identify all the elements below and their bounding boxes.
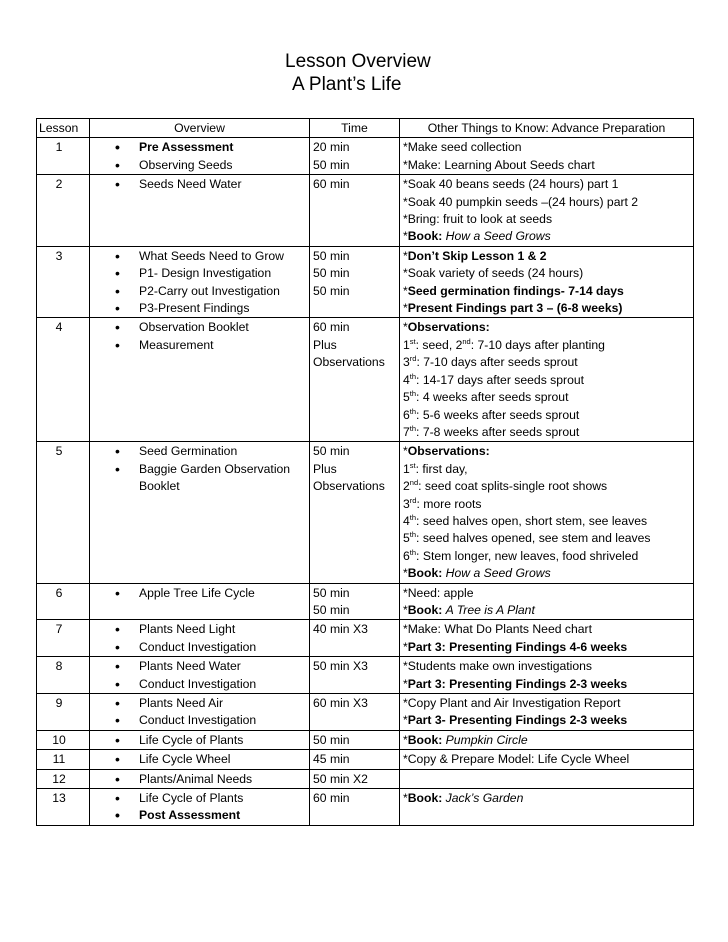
note-text: * bbox=[403, 444, 408, 459]
time-value: 45 min bbox=[313, 752, 350, 767]
table-row bbox=[37, 318, 694, 442]
time-value: 60 min X3 bbox=[313, 696, 368, 710]
note-text: 6 bbox=[403, 548, 410, 563]
lesson-number: 2 bbox=[37, 175, 90, 247]
note-line bbox=[403, 337, 690, 354]
title-line-1: Lesson Overview bbox=[285, 51, 431, 72]
note-line bbox=[403, 548, 690, 565]
table-row bbox=[37, 175, 694, 247]
note-text: 7 bbox=[403, 424, 410, 439]
note-line bbox=[403, 443, 690, 460]
empty-notes bbox=[403, 771, 690, 788]
overview-cell bbox=[90, 769, 310, 788]
note-text: rd bbox=[409, 354, 417, 364]
note-line bbox=[403, 695, 690, 712]
note-text: : 4 weeks after seeds sprout bbox=[416, 390, 569, 405]
note-line bbox=[403, 248, 690, 265]
table-row bbox=[37, 657, 694, 694]
notes-cell bbox=[400, 620, 694, 657]
overview-item: • Apple Tree Life Cycle bbox=[93, 585, 306, 602]
overview-item: • Life Cycle of Plants bbox=[93, 790, 306, 807]
overview-cell bbox=[90, 730, 310, 749]
note-text: * bbox=[403, 248, 408, 263]
note-text: Observations: bbox=[407, 444, 490, 459]
note-text: How a Seed Grows bbox=[445, 229, 551, 244]
overview-item: • Plants Need Light bbox=[93, 621, 306, 638]
note-text: *Copy Plant and Air Investigation Report bbox=[403, 696, 621, 710]
overview-cell bbox=[90, 657, 310, 694]
lesson-number: 1 bbox=[37, 138, 90, 175]
time-value: Plus bbox=[313, 337, 337, 352]
note-text: th bbox=[409, 512, 417, 522]
note-text: nd bbox=[462, 336, 471, 346]
overview-cell bbox=[90, 442, 310, 583]
note-text: Book: bbox=[407, 602, 443, 617]
notes-cell bbox=[400, 750, 694, 769]
note-text: st bbox=[409, 336, 416, 346]
note-line bbox=[403, 478, 690, 495]
overview-list bbox=[93, 176, 306, 193]
note-line bbox=[403, 139, 690, 156]
overview-list bbox=[93, 585, 306, 602]
overview-list bbox=[93, 319, 306, 354]
note-line bbox=[403, 211, 690, 228]
lesson-number: 7 bbox=[37, 620, 90, 657]
table-header-row bbox=[37, 119, 694, 138]
lesson-number: 12 bbox=[37, 769, 90, 788]
time-cell bbox=[310, 318, 400, 442]
overview-item: • Observing Seeds bbox=[93, 157, 306, 174]
note-text: Book: bbox=[407, 791, 443, 806]
time-value: 50 min bbox=[313, 732, 350, 747]
overview-cell bbox=[90, 246, 310, 318]
overview-list bbox=[93, 732, 306, 749]
overview-item: • Seed Germination bbox=[93, 443, 306, 460]
notes-cell bbox=[400, 730, 694, 749]
note-line bbox=[403, 407, 690, 424]
note-text: st bbox=[409, 460, 416, 470]
time-value: 50 min bbox=[313, 602, 350, 617]
note-line bbox=[403, 265, 690, 282]
note-text: : 7-10 days after planting bbox=[470, 337, 605, 352]
overview-cell bbox=[90, 583, 310, 620]
time-cell bbox=[310, 620, 400, 657]
notes-cell bbox=[400, 175, 694, 247]
note-text: * bbox=[403, 676, 408, 691]
document-title bbox=[0, 50, 728, 96]
time-value: 50 min X2 bbox=[313, 771, 368, 786]
note-text: 3 bbox=[403, 355, 410, 370]
overview-list bbox=[93, 248, 306, 318]
note-text: : 5-6 weeks after seeds sprout bbox=[416, 407, 580, 422]
note-text: : more roots bbox=[416, 496, 482, 511]
table-row bbox=[37, 694, 694, 731]
note-text: * bbox=[403, 320, 408, 335]
time-cell bbox=[310, 246, 400, 318]
note-line bbox=[403, 621, 690, 638]
note-text: Part 3: Presenting Findings 4-6 weeks bbox=[407, 639, 628, 654]
note-text: rd bbox=[409, 495, 417, 505]
note-line bbox=[403, 372, 690, 389]
table-row bbox=[37, 750, 694, 769]
header-time: Time bbox=[310, 119, 400, 138]
note-text: : seed, 2 bbox=[415, 337, 463, 352]
note-line bbox=[403, 602, 690, 619]
time-cell bbox=[310, 138, 400, 175]
table-row bbox=[37, 583, 694, 620]
note-text: *Soak variety of seeds (24 hours) bbox=[403, 266, 584, 281]
note-text: * bbox=[403, 791, 408, 806]
overview-item: • Conduct Investigation bbox=[93, 712, 306, 729]
note-text: Book: bbox=[407, 566, 443, 581]
time-value: 50 min bbox=[313, 444, 350, 459]
note-line bbox=[403, 228, 690, 245]
time-cell bbox=[310, 730, 400, 749]
lesson-number: 11 bbox=[37, 750, 90, 769]
overview-item: • P3-Present Findings bbox=[93, 300, 306, 317]
overview-list bbox=[93, 443, 306, 495]
note-text: *Make seed collection bbox=[403, 140, 522, 155]
overview-item: • Observation Booklet bbox=[93, 319, 306, 336]
overview-item: • P2-Carry out Investigation bbox=[93, 283, 306, 300]
overview-item: • Plants/Animal Needs bbox=[93, 771, 306, 788]
note-text: Seed germination findings- 7-14 days bbox=[407, 283, 624, 298]
note-text: th bbox=[409, 423, 417, 433]
time-value: 60 min bbox=[313, 177, 350, 192]
note-text: Observations: bbox=[407, 320, 490, 335]
overview-cell bbox=[90, 620, 310, 657]
overview-list bbox=[93, 751, 306, 768]
overview-cell bbox=[90, 694, 310, 731]
note-line bbox=[403, 319, 690, 336]
time-value: Observations bbox=[313, 355, 385, 370]
time-value: Plus bbox=[313, 461, 337, 476]
time-value: 60 min bbox=[313, 791, 350, 806]
note-text: Pumpkin Circle bbox=[445, 732, 528, 747]
note-text: : 7-8 weeks after seeds sprout bbox=[416, 424, 580, 439]
note-line bbox=[403, 751, 690, 768]
overview-cell bbox=[90, 750, 310, 769]
note-text: *Students make own investigations bbox=[403, 659, 593, 674]
time-cell bbox=[310, 789, 400, 826]
note-line bbox=[403, 194, 690, 211]
time-value: 60 min bbox=[313, 320, 350, 335]
overview-cell bbox=[90, 175, 310, 247]
overview-list bbox=[93, 139, 306, 174]
table-row bbox=[37, 442, 694, 583]
overview-item: • Life Cycle Wheel bbox=[93, 751, 306, 768]
overview-item: • Plants Need Water bbox=[93, 658, 306, 675]
note-line bbox=[403, 565, 690, 582]
time-value: 20 min bbox=[313, 140, 350, 155]
note-line bbox=[403, 639, 690, 656]
note-line bbox=[403, 354, 690, 371]
overview-item: • Conduct Investigation bbox=[93, 676, 306, 693]
note-line bbox=[403, 732, 690, 749]
overview-item: • Seeds Need Water bbox=[93, 176, 306, 193]
header-lesson: Lesson bbox=[37, 119, 90, 138]
note-text: Don’t Skip Lesson 1 & 2 bbox=[407, 248, 547, 263]
title-line-2: A Plant’s Life bbox=[292, 74, 402, 95]
note-text: * bbox=[403, 602, 408, 617]
notes-cell bbox=[400, 138, 694, 175]
lesson-number: 4 bbox=[37, 318, 90, 442]
note-text: * bbox=[403, 301, 408, 316]
note-line bbox=[403, 790, 690, 807]
table-row bbox=[37, 769, 694, 788]
note-text: : Stem longer, new leaves, food shriveled bbox=[416, 548, 639, 563]
note-text: nd bbox=[409, 478, 419, 488]
note-line bbox=[403, 585, 690, 602]
time-value: 40 min X3 bbox=[313, 622, 368, 637]
lesson-number: 3 bbox=[37, 246, 90, 318]
overview-item: • Plants Need Air bbox=[93, 695, 306, 712]
notes-cell bbox=[400, 442, 694, 583]
overview-list bbox=[93, 695, 306, 730]
lesson-number: 9 bbox=[37, 694, 90, 731]
overview-item: • Baggie Garden Observation Booklet bbox=[93, 461, 306, 496]
note-line bbox=[403, 658, 690, 675]
table-body bbox=[37, 138, 694, 825]
lesson-number: 10 bbox=[37, 730, 90, 749]
notes-cell bbox=[400, 246, 694, 318]
note-text: *Make: What Do Plants Need chart bbox=[403, 622, 592, 637]
overview-cell bbox=[90, 138, 310, 175]
time-value: 50 min bbox=[313, 157, 350, 172]
lesson-number: 5 bbox=[37, 442, 90, 583]
note-line bbox=[403, 712, 690, 729]
lesson-number: 6 bbox=[37, 583, 90, 620]
note-text: : first day, bbox=[415, 461, 468, 476]
table-row bbox=[37, 620, 694, 657]
overview-item: • Post Assessment bbox=[93, 807, 306, 824]
note-text: * bbox=[403, 639, 408, 654]
note-text: Part 3: Presenting Findings 2-3 weeks bbox=[407, 676, 628, 691]
note-text: : seed halves open, short stem, see leaves bbox=[416, 513, 648, 528]
note-line bbox=[403, 513, 690, 530]
notes-cell bbox=[400, 769, 694, 788]
header-other: Other Things to Know: Advance Preparation bbox=[400, 119, 694, 138]
note-text: 3 bbox=[403, 496, 410, 511]
note-text: *Soak 40 pumpkin seeds –(24 hours) part 2 bbox=[403, 194, 639, 209]
note-text: * bbox=[403, 229, 408, 244]
note-text: * bbox=[403, 283, 408, 298]
notes-cell bbox=[400, 789, 694, 826]
notes-cell bbox=[400, 657, 694, 694]
note-line bbox=[403, 496, 690, 513]
lesson-overview-table bbox=[36, 118, 694, 826]
note-text: *Bring: fruit to look at seeds bbox=[403, 212, 553, 227]
time-cell bbox=[310, 442, 400, 583]
overview-cell bbox=[90, 318, 310, 442]
note-text: th bbox=[409, 371, 417, 381]
note-text: How a Seed Grows bbox=[445, 566, 551, 581]
note-text: : 14-17 days after seeds sprout bbox=[416, 372, 585, 387]
overview-item: • Life Cycle of Plants bbox=[93, 732, 306, 749]
note-line bbox=[403, 157, 690, 174]
lesson-number: 13 bbox=[37, 789, 90, 826]
note-text: 1 bbox=[403, 461, 410, 476]
note-text: : seed coat splits-single root shows bbox=[418, 479, 608, 494]
note-line bbox=[403, 283, 690, 300]
note-text: *Soak 40 beans seeds (24 hours) part 1 bbox=[403, 177, 619, 192]
note-line bbox=[403, 676, 690, 693]
overview-item: • Pre Assessment bbox=[93, 139, 306, 156]
note-line bbox=[403, 424, 690, 441]
note-line bbox=[403, 461, 690, 478]
note-text: : seed halves opened, see stem and leaves bbox=[416, 531, 651, 546]
note-text: Part 3- Presenting Findings 2-3 weeks bbox=[407, 713, 628, 728]
time-cell bbox=[310, 750, 400, 769]
note-text: 1 bbox=[403, 337, 410, 352]
time-value: 50 min bbox=[313, 585, 350, 600]
note-text: *Copy & Prepare Model: Life Cycle Wheel bbox=[403, 752, 630, 767]
overview-list bbox=[93, 658, 306, 693]
notes-cell bbox=[400, 694, 694, 731]
note-text: Book: bbox=[407, 732, 443, 747]
table-row bbox=[37, 789, 694, 826]
note-line bbox=[403, 389, 690, 406]
notes-cell bbox=[400, 318, 694, 442]
overview-item: • What Seeds Need to Grow bbox=[93, 248, 306, 265]
table-row bbox=[37, 138, 694, 175]
note-text: *Need: apple bbox=[403, 585, 474, 600]
note-text: th bbox=[409, 406, 417, 416]
overview-item: • Conduct Investigation bbox=[93, 639, 306, 656]
note-text: 5 bbox=[403, 390, 410, 405]
time-value: 50 min bbox=[313, 266, 350, 281]
note-text: 6 bbox=[403, 407, 410, 422]
note-text: Present Findings part 3 – (6-8 weeks) bbox=[407, 301, 623, 316]
note-text: th bbox=[409, 547, 417, 557]
note-text: th bbox=[409, 530, 417, 540]
overview-item: • Measurement bbox=[93, 337, 306, 354]
note-text: 5 bbox=[403, 531, 410, 546]
time-value: Observations bbox=[313, 479, 385, 494]
note-line bbox=[403, 530, 690, 547]
note-text: Jack’s Garden bbox=[445, 791, 524, 806]
overview-cell bbox=[90, 789, 310, 826]
overview-list bbox=[93, 790, 306, 825]
overview-list bbox=[93, 771, 306, 788]
time-cell bbox=[310, 769, 400, 788]
lesson-number: 8 bbox=[37, 657, 90, 694]
time-value: 50 min X3 bbox=[313, 659, 368, 674]
note-text: : 7-10 days after seeds sprout bbox=[416, 355, 578, 370]
note-text: th bbox=[409, 389, 417, 399]
header-overview: Overview bbox=[90, 119, 310, 138]
time-cell bbox=[310, 583, 400, 620]
note-text: 2 bbox=[403, 479, 410, 494]
note-line bbox=[403, 300, 690, 317]
note-text: 4 bbox=[403, 372, 410, 387]
table-row bbox=[37, 246, 694, 318]
time-cell bbox=[310, 175, 400, 247]
table-row bbox=[37, 730, 694, 749]
overview-list bbox=[93, 621, 306, 656]
note-line bbox=[403, 176, 690, 193]
time-value: 50 min bbox=[313, 283, 350, 298]
note-text: A Tree is A Plant bbox=[445, 602, 535, 617]
note-text: * bbox=[403, 713, 408, 728]
note-text: * bbox=[403, 566, 408, 581]
note-text: 4 bbox=[403, 513, 410, 528]
time-cell bbox=[310, 657, 400, 694]
time-cell bbox=[310, 694, 400, 731]
note-text: *Make: Learning About Seeds chart bbox=[403, 157, 595, 172]
time-value: 50 min bbox=[313, 248, 350, 263]
note-text: * bbox=[403, 732, 408, 747]
overview-item: • P1- Design Investigation bbox=[93, 265, 306, 282]
note-text: Book: bbox=[407, 229, 443, 244]
notes-cell bbox=[400, 583, 694, 620]
